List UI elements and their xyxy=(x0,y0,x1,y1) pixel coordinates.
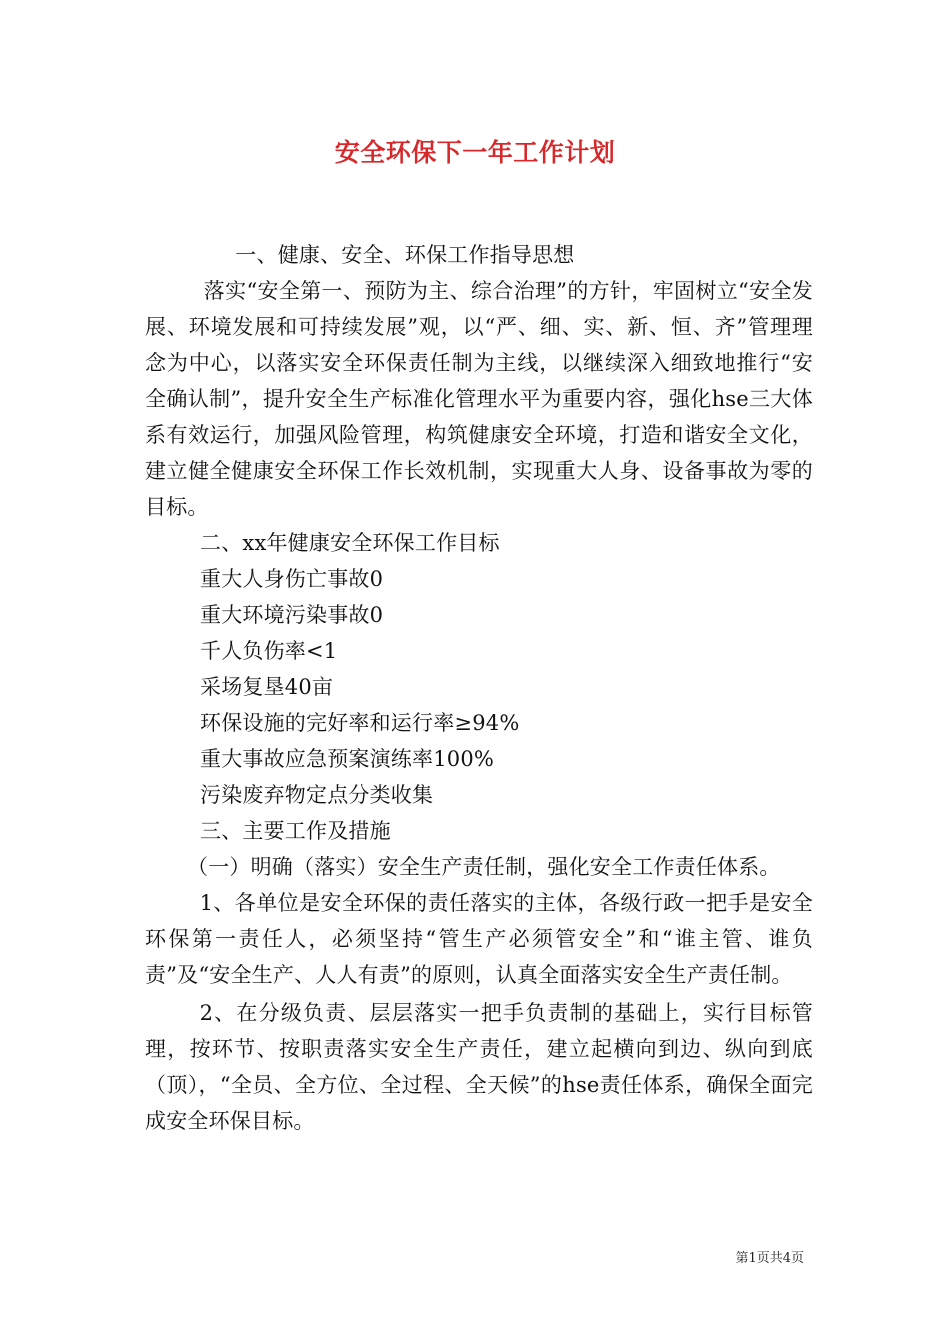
goal-item-1: 重大人身伤亡事故0 xyxy=(200,567,384,591)
section-heading-2: 二、xx年健康安全环保工作目标 xyxy=(200,531,500,555)
goal-item-5: 环保设施的完好率和运行率≥94% xyxy=(200,711,520,735)
document-body xyxy=(145,237,813,1139)
paragraph-item-2: 2、在分级负责、层层落实一把手负责制的基础上，实行目标管理，按环节、按职责落实安全生产责任，建立起横向到边、纵向到底（顶），“全员、全方位、全过程、全天候”的hse责任体系，确保全面完成安全环保目标。 xyxy=(145,1001,813,1133)
goal-item-6: 重大事故应急预案演练率100% xyxy=(200,747,495,771)
goal-item-3: 千人负伤率<1 xyxy=(200,639,338,663)
paragraph-guiding-thought: 落实“安全第一、预防为主、综合治理”的方针，牢固树立“安全发展、环境发展和可持续发展”观，以“严、细、实、新、恒、齐”管理理念为中心，以落实安全环保责任制为主线，以继续深入细致地推行“安全确认制”，提升安全生产标准化管理水平为重要内容，强化hse三大体系有效运行，加强风险管理，构筑健康安全环境，打造和谐安全文化，建立健全健康安全环保工作长效机制，实现重大人身、设备事故为零的目标。 xyxy=(145,279,813,519)
subsection-heading-1: （一）明确（落实）安全生产责任制，强化安全工作责任体系。 xyxy=(187,855,781,879)
section-heading-1: 一、健康、安全、环保工作指导思想 xyxy=(235,243,575,267)
goal-item-7: 污染废弃物定点分类收集 xyxy=(200,783,434,807)
goal-item-4: 采场复垦40亩 xyxy=(200,675,334,699)
section-heading-3: 三、主要工作及措施 xyxy=(200,819,391,843)
document-title: 安全环保下一年工作计划 xyxy=(334,138,616,167)
goal-item-2: 重大环境污染事故0 xyxy=(200,603,384,627)
paragraph-item-1: 1、各单位是安全环保的责任落实的主体，各级行政一把手是安全环保第一责任人，必须坚持“管生产必须管安全”和“谁主管、谁负责”及“安全生产、人人有责”的原则，认真全面落实安全生产责任制。 xyxy=(145,891,813,987)
page-number-footer: 第1页共4页 xyxy=(735,1251,804,1266)
